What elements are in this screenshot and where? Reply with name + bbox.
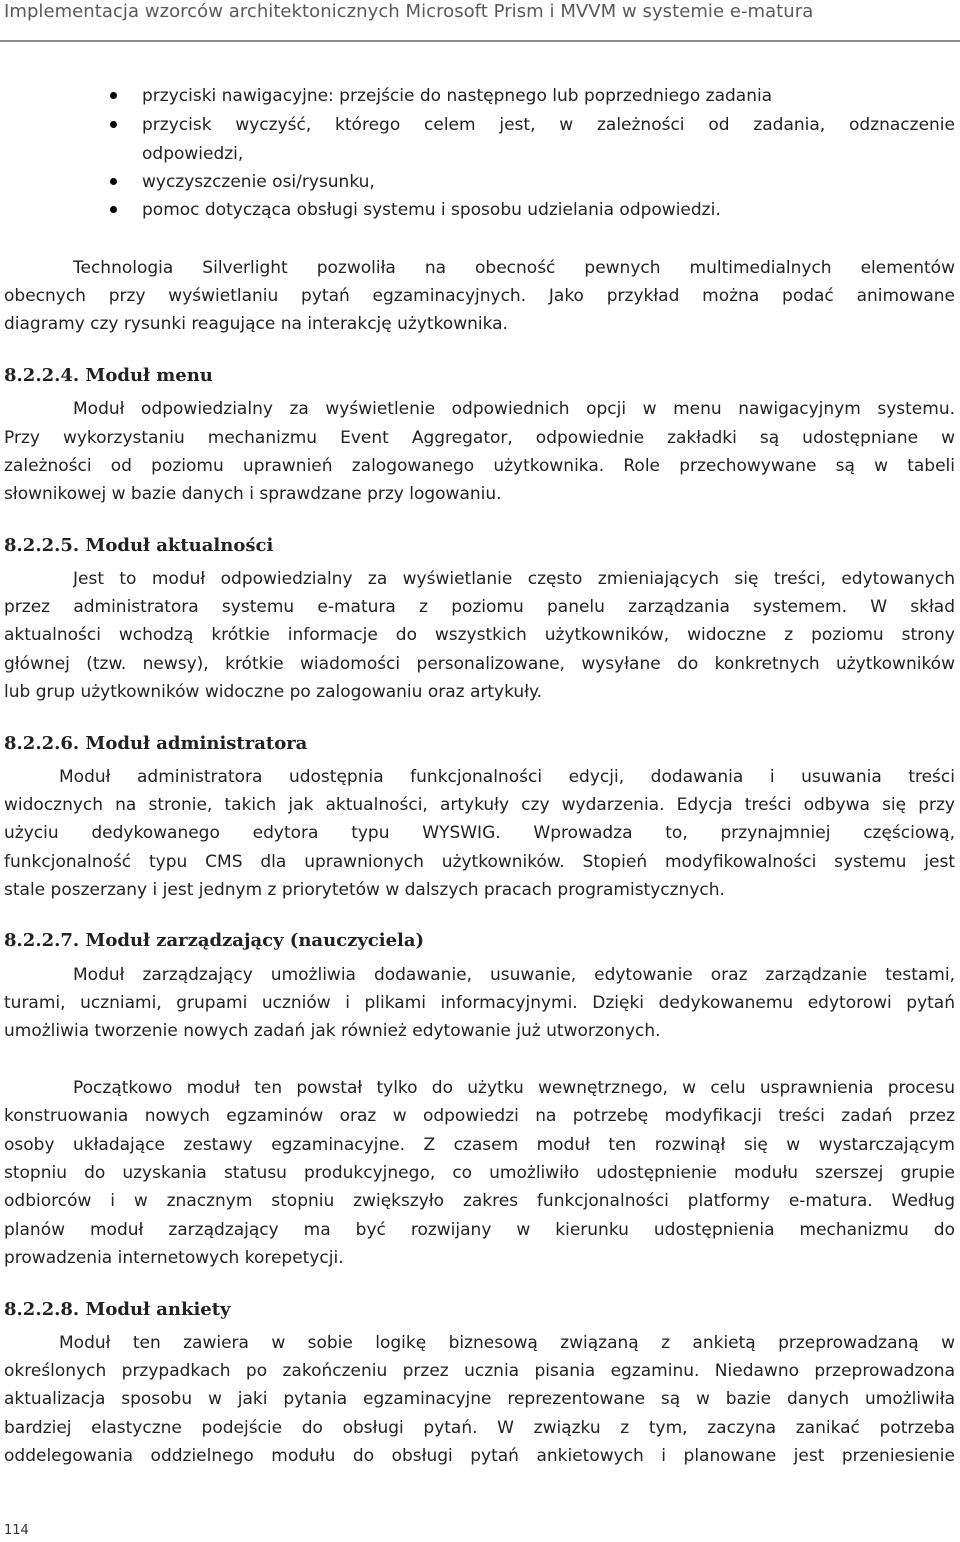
paragraph-line: aktualizacja sposobu w jaki pytania egzaminacyjne reprezentowane są w bazie danych umożliwiła xyxy=(4,1389,955,1409)
section-heading: 8.2.2.4. Moduł menu xyxy=(4,365,213,386)
paragraph-line: turami, uczniami, grupami uczniów i plikami informacyjnymi. Dzięki dedykowanemu edytorowi pytań xyxy=(4,993,955,1013)
bullet-item-2: przycisk wyczyść, którego celem jest, w zależności od zadania, odznaczenie xyxy=(142,115,955,135)
paragraph-line: planów moduł zarządzający ma być rozwijany w kierunku udostępnienia mechanizmu do xyxy=(4,1220,955,1240)
paragraph-line: określonych przypadkach po zakończeniu przez ucznia pisania egzaminu. Niedawno przeprowadzona xyxy=(4,1361,955,1381)
paragraph-line: stopniu do uzyskania statusu produkcyjnego, co umożliwiło udostępnienie modułu szerszej grupie xyxy=(4,1163,955,1183)
paragraph-line: lub grup użytkowników widoczne po zalogowaniu oraz artykuły. xyxy=(4,682,543,702)
paragraph-line: osoby układające zestawy egzaminacyjne. Z czasem moduł ten rozwinął się w wystarczającym xyxy=(4,1135,955,1155)
section-heading: 8.2.2.5. Moduł aktualności xyxy=(4,535,274,556)
section-heading: 8.2.2.8. Moduł ankiety xyxy=(4,1299,231,1320)
paragraph-line: Początkowo moduł ten powstał tylko do użytku wewnętrznego, w celu usprawnienia procesu xyxy=(73,1078,955,1098)
paragraph-line: widocznych na stronie, takich jak aktualności, artykuły czy wydarzenia. Edycja treści odbywa się przy xyxy=(4,795,955,815)
bullet-marker xyxy=(110,178,117,185)
paragraph-line: Moduł zarządzający umożliwia dodawanie, usuwanie, edytowanie oraz zarządzanie testami, xyxy=(73,965,955,985)
paragraph-line: umożliwia tworzenie nowych zadań jak również edytowanie już utworzonych. xyxy=(4,1021,661,1041)
section-heading: 8.2.2.6. Moduł administratora xyxy=(4,733,308,754)
running-title: Implementacja wzorców architektonicznych Microsoft Prism i MVVM w systemie e-matura xyxy=(4,1,814,22)
bullet-item-4: pomoc dotycząca obsługi systemu i sposobu udzielania odpowiedzi. xyxy=(142,200,721,220)
bullet-marker xyxy=(110,121,117,128)
paragraph-line: głównej (tzw. newsy), krótkie wiadomości personalizowane, wysyłane do konkretnych użytkowników xyxy=(4,654,955,674)
page-number: 114 xyxy=(4,1523,29,1538)
paragraph-line: stale poszerzany i jest jednym z priorytetów w dalszych pracach programistycznych. xyxy=(4,880,725,900)
paragraph-line: obecnych przy wyświetlaniu pytań egzaminacyjnych. Jako przykład można podać animowane xyxy=(4,286,955,306)
section-heading: 8.2.2.7. Moduł zarządzający (nauczyciela) xyxy=(4,930,425,951)
paragraph-line: użyciu dedykowanego edytora typu WYSWIG. Wprowadza to, przynajmniej częściową, xyxy=(4,823,955,843)
paragraph-line: diagramy czy rysunki reagujące na interakcję użytkownika. xyxy=(4,314,508,334)
paragraph-line: oddelegowania oddzielnego modułu do obsługi pytań ankietowych i planowane jest przeniesienie xyxy=(4,1446,955,1466)
paragraph-line: Moduł ten zawiera w sobie logikę biznesową związaną z ankietą przeprowadzaną w xyxy=(59,1333,955,1353)
paragraph-line: słownikowej w bazie danych i sprawdzane przy logowaniu. xyxy=(4,484,502,504)
bullet-item-1: przyciski nawigacyjne: przejście do następnego lub poprzedniego zadania xyxy=(142,86,773,106)
paragraph-line: odbiorców i w znacznym stopniu zwiększyło zakres funkcjonalności platformy e-matura. Według xyxy=(4,1191,955,1211)
paragraph-line: funkcjonalność typu CMS dla uprawnionych użytkowników. Stopień modyfikowalności systemu jest xyxy=(4,852,955,872)
paragraph-line: Moduł administratora udostępnia funkcjonalności edycji, dodawania i usuwania treści xyxy=(59,767,955,787)
bullet-item-3: wyczyszczenie osi/rysunku, xyxy=(142,172,375,192)
bullet-marker xyxy=(110,92,117,99)
paragraph-line: przez administratora systemu e-matura z poziomu panelu zarządzania systemem. W skład xyxy=(4,597,955,617)
paragraph-line: Przy wykorzystaniu mechanizmu Event Aggregator, odpowiednie zakładki są udostępniane w xyxy=(4,428,955,448)
page-header xyxy=(0,0,960,42)
paragraph-line: bardziej elastyczne podejście do obsługi pytań. W związku z tym, zaczyna zanikać potrzeba xyxy=(4,1418,955,1438)
bullet-marker xyxy=(110,206,117,213)
paragraph-line: Technologia Silverlight pozwoliła na obecność pewnych multimedialnych elementów xyxy=(73,258,955,278)
paragraph-line: zależności od poziomu uprawnień zalogowanego użytkownika. Role przechowywane są w tabeli xyxy=(4,456,955,476)
paragraph-line: Moduł odpowiedzialny za wyświetlenie odpowiednich opcji w menu nawigacyjnym systemu. xyxy=(73,399,955,419)
paragraph-line: Jest to moduł odpowiedzialny za wyświetlanie często zmieniających się treści, edytowanych xyxy=(73,569,955,589)
bullet-item-2-cont: odpowiedzi, xyxy=(142,144,244,164)
paragraph-line: aktualności wchodzą krótkie informacje do wszystkich użytkowników, widoczne z poziomu strony xyxy=(4,625,955,645)
paragraph-line: prowadzenia internetowych korepetycji. xyxy=(4,1248,344,1268)
paragraph-line: konstruowania nowych egzaminów oraz w odpowiedzi na potrzebę modyfikacji treści zadań przez xyxy=(4,1106,955,1126)
